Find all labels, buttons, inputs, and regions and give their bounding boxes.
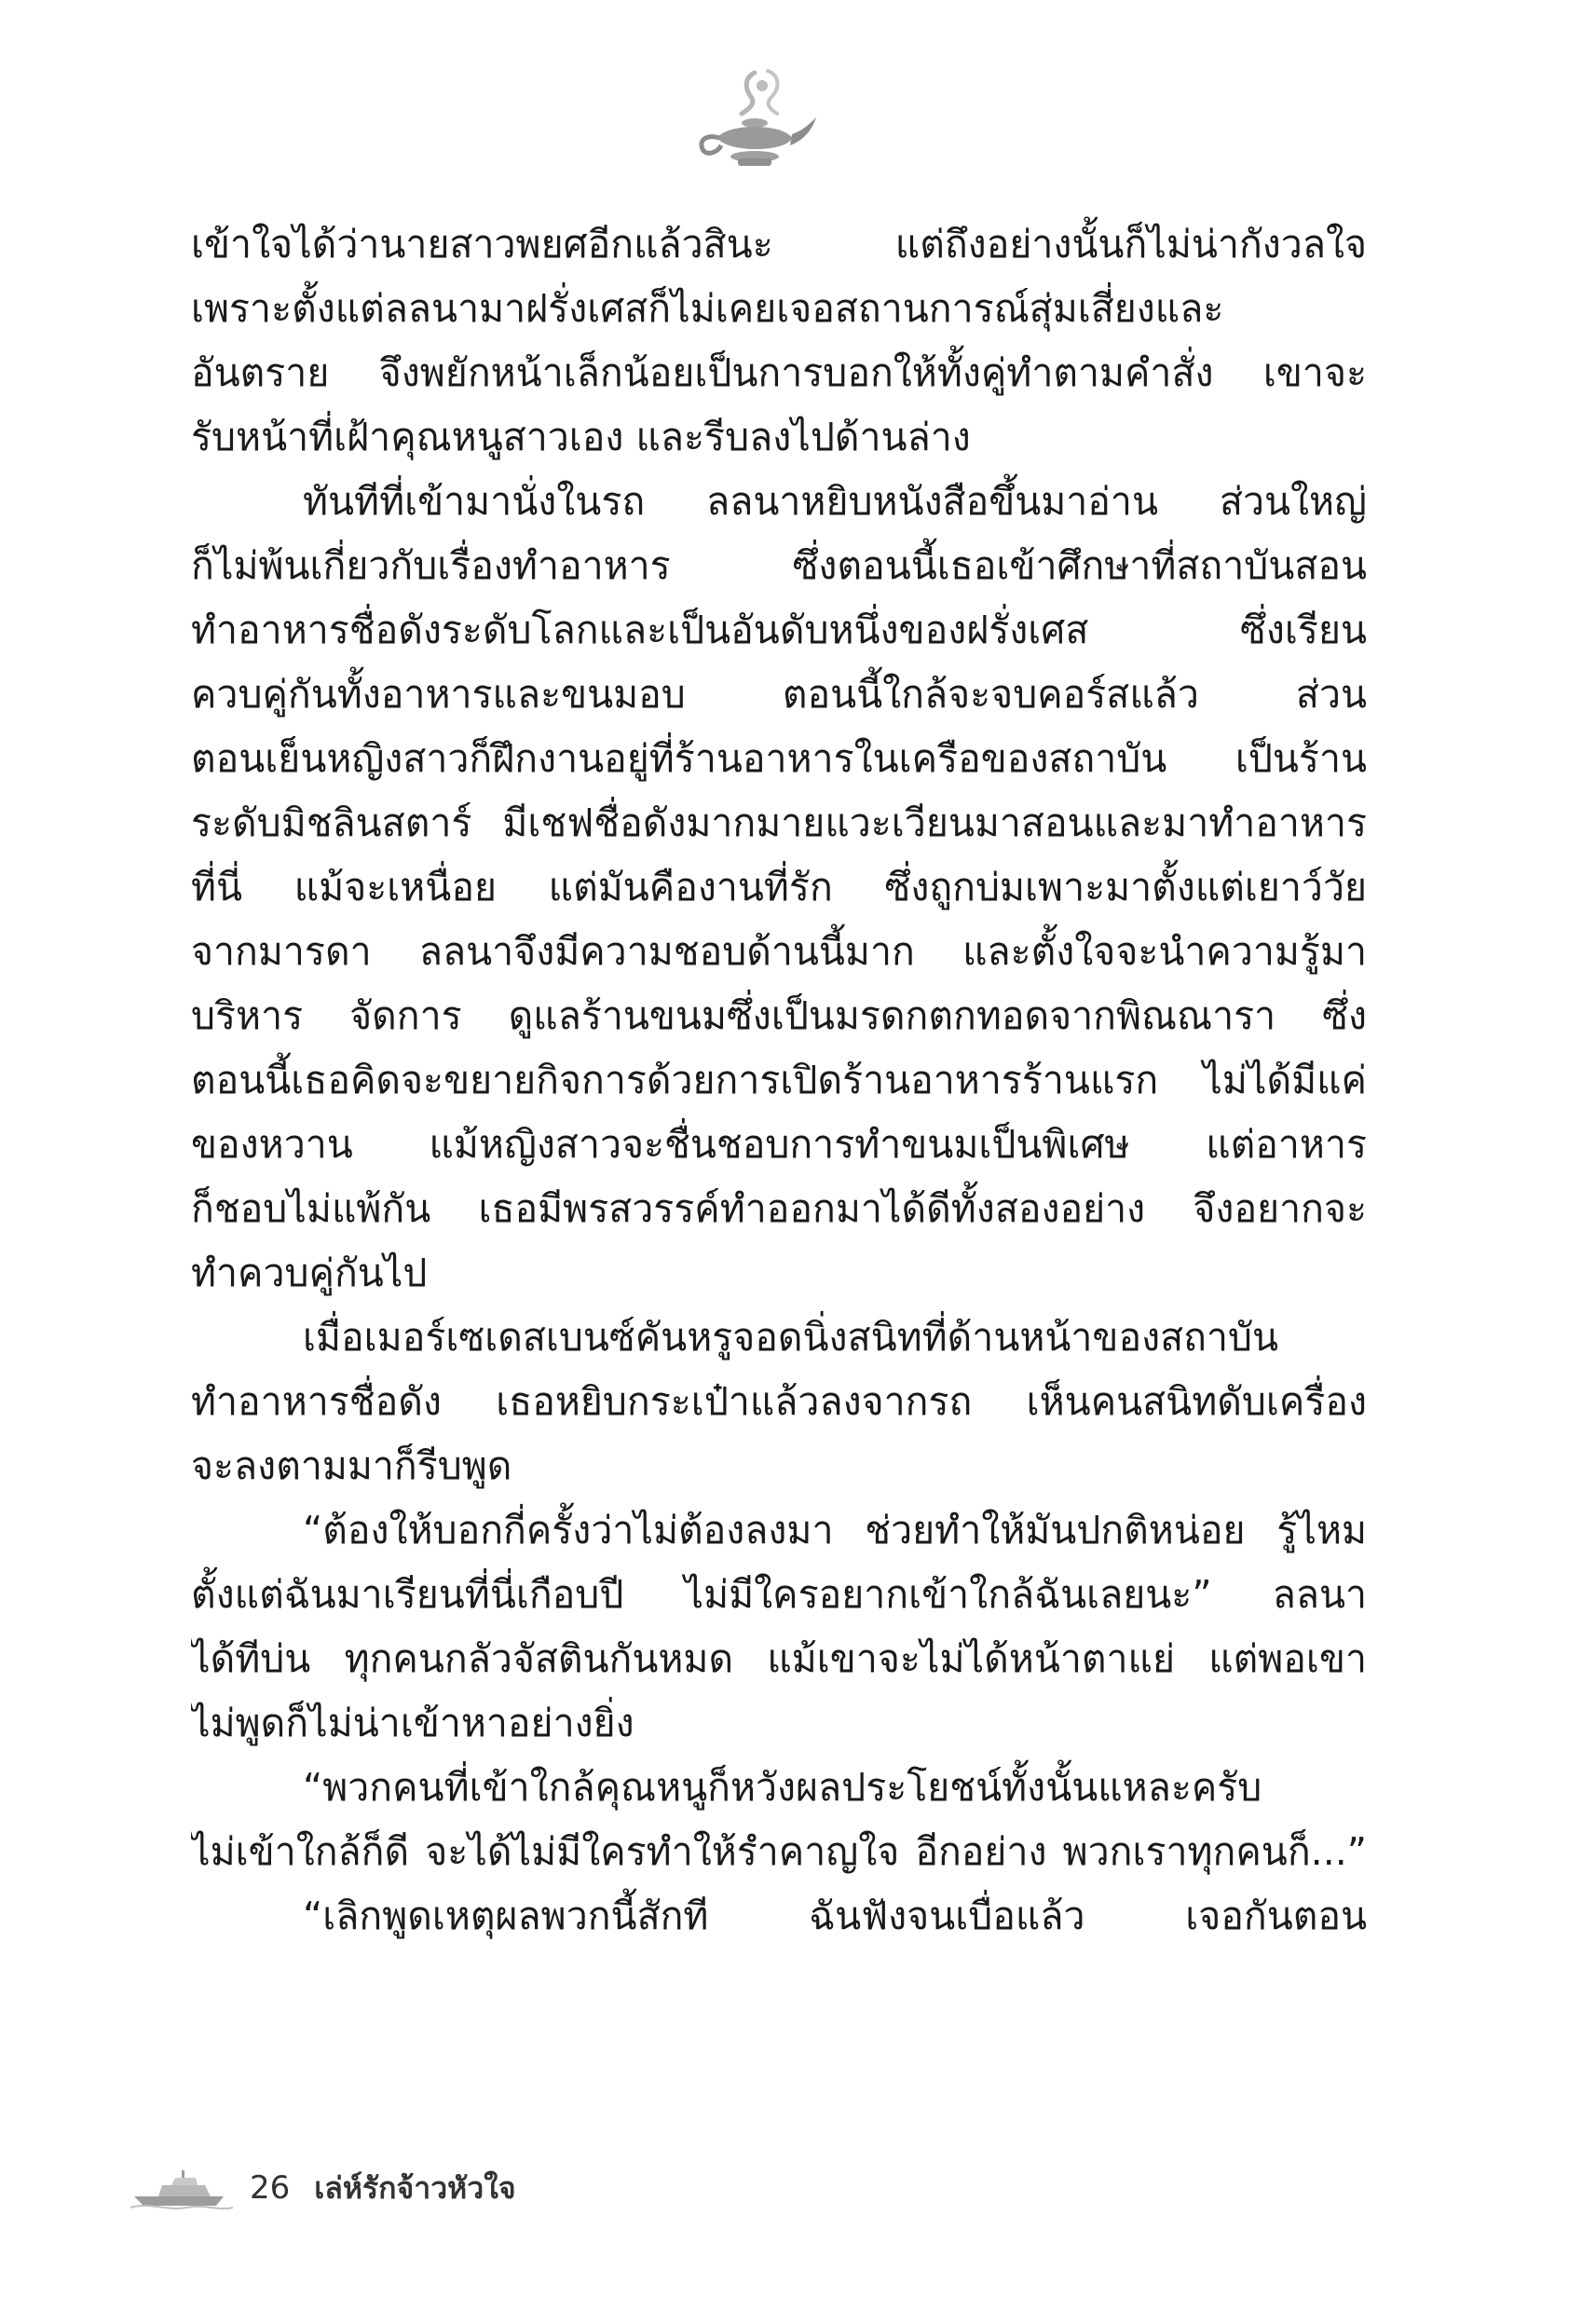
text-line: ได้ทีบ่น ทุกคนกลัวจัสตินกันหมด แม้เขาจะไม่ได้หน้าตาแย่ แต่พอเขา bbox=[191, 1636, 1367, 1681]
text-line: จะลงตามมาก็รีบพูด bbox=[191, 1443, 512, 1488]
text-line: ตั้งแต่ฉันมาเรียนที่นี่เกือบปี ไม่มีใครอยากเข้าใกล้ฉันเลยนะ” ลลนา bbox=[191, 1572, 1367, 1617]
boat-icon bbox=[130, 2165, 233, 2211]
text-line: ตอนนี้เธอคิดจะขยายกิจการด้วยการเปิดร้านอาหารร้านแรก ไม่ได้มีแค่ bbox=[191, 1058, 1367, 1102]
text-line: “พวกคนที่เข้าใกล้คุณหนูก็หวังผลประโยชน์ทั้งนั้นแหละครับ bbox=[303, 1765, 1262, 1810]
text-line: เข้าใจได้ว่านายสาวพยศอีกแล้วสินะ แต่ถึงอย่างนั้นก็ไม่น่ากังวลใจ bbox=[191, 222, 1367, 267]
text-line: เพราะตั้งแต่ลลนามาฝรั่งเศสก็ไม่เคยเจอสถานการณ์สุ่มเสี่ยงและ bbox=[191, 286, 1224, 331]
text-line: ที่นี่ แม้จะเหนื่อย แต่มันคืองานที่รัก ซึ่งถูกบ่มเพาะมาตั้งแต่เยาว์วัย bbox=[191, 865, 1367, 909]
text-line: ไม่พูดก็ไม่น่าเข้าหาอย่างยิ่ง bbox=[191, 1701, 634, 1745]
page-number: 26 bbox=[250, 2169, 291, 2207]
text-line: อันตราย จึงพยักหน้าเล็กน้อยเป็นการบอกให้ทั้งคู่ทำตามคำสั่ง เขาจะ bbox=[191, 350, 1367, 395]
text-line: “เลิกพูดเหตุผลพวกนี้สักที ฉันฟังจนเบื่อแล้ว เจอกันตอน bbox=[303, 1894, 1367, 1938]
text-line: ตอนเย็นหญิงสาวก็ฝึกงานอยู่ที่ร้านอาหารในเครือของสถาบัน เป็นร้าน bbox=[191, 736, 1367, 781]
genie-lamp-icon bbox=[689, 65, 820, 177]
text-line: ทำอาหารชื่อดังระดับโลกและเป็นอันดับหนึ่งของฝรั่งเศส ซึ่งเรียน bbox=[191, 608, 1367, 652]
body-text bbox=[191, 212, 1367, 1949]
text-line: ทำควบคู่กันไป bbox=[191, 1251, 428, 1295]
text-line: “ต้องให้บอกกี่ครั้งว่าไม่ต้องลงมา ช่วยทำให้มันปกติหน่อย รู้ไหม bbox=[303, 1508, 1367, 1552]
text-line: ระดับมิชลินสตาร์ มีเชฟชื่อดังมากมายแวะเวียนมาสอนและมาทำอาหาร bbox=[191, 800, 1367, 845]
text-line: รับหน้าที่เฝ้าคุณหนูสาวเอง และรีบลงไปด้านล่าง bbox=[191, 415, 971, 459]
book-title: เล่ห์รักจ้าวหัวใจ bbox=[314, 2169, 516, 2206]
text-line: ก็ไม่พ้นเกี่ยวกับเรื่องทำอาหาร ซึ่งตอนนี้เธอเข้าศึกษาที่สถาบันสอน bbox=[191, 543, 1367, 588]
text-line: จากมารดา ลลนาจึงมีความชอบด้านนี้มาก และตั้งใจจะนำความรู้มา bbox=[191, 929, 1367, 974]
text-line: ก็ชอบไม่แพ้กัน เธอมีพรสวรรค์ทำออกมาได้ดีทั้งสองอย่าง จึงอยากจะ bbox=[191, 1186, 1367, 1231]
page-footer bbox=[130, 2160, 516, 2216]
text-line: ควบคู่กันทั้งอาหารและขนมอบ ตอนนี้ใกล้จะจบคอร์สแล้ว ส่วน bbox=[191, 672, 1367, 717]
text-line: ทันทีที่เข้ามานั่งในรถ ลลนาหยิบหนังสือขึ้นมาอ่าน ส่วนใหญ่ bbox=[303, 479, 1367, 524]
text-line: ทำอาหารชื่อดัง เธอหยิบกระเป๋าแล้วลงจากรถ เห็นคนสนิทดับเครื่อง bbox=[191, 1379, 1367, 1424]
text-line: ไม่เข้าใกล้ก็ดี จะได้ไม่มีใครทำให้รำคาญใจ อีกอย่าง พวกเราทุกคนก็...” bbox=[191, 1829, 1367, 1874]
text-line: บริหาร จัดการ ดูแลร้านขนมซึ่งเป็นมรดกตกทอดจากพิณณารา ซึ่ง bbox=[191, 993, 1367, 1038]
text-line: ของหวาน แม้หญิงสาวจะชื่นชอบการทำขนมเป็นพิเศษ แต่อาหาร bbox=[191, 1122, 1367, 1167]
text-line: เมื่อเมอร์เซเดสเบนซ์คันหรูจอดนิ่งสนิทที่ด้านหน้าของสถาบัน bbox=[303, 1315, 1279, 1360]
